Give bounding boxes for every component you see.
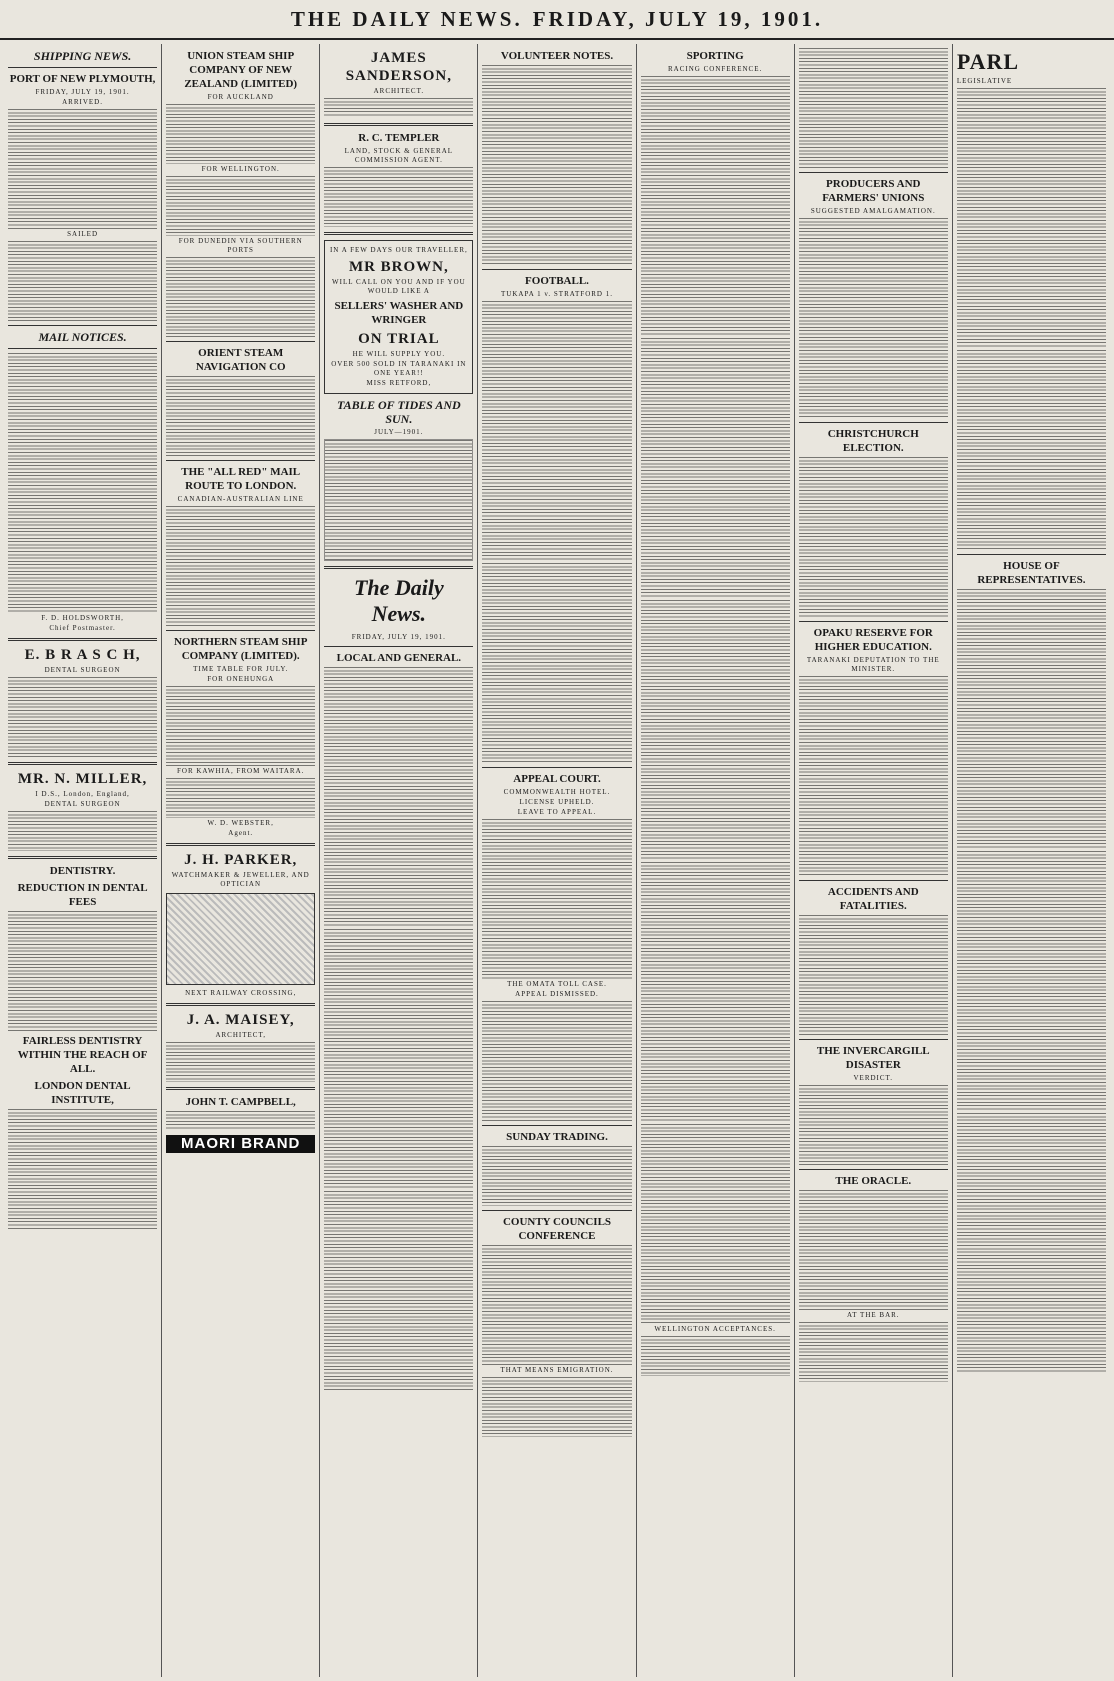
sporting-text-4 [641, 862, 790, 1122]
wellington-text [166, 176, 315, 236]
maisey-name: J. A. MAISEY, [186, 1012, 295, 1028]
canadian-heading: CANADIAN-AUSTRALIAN LINE [177, 495, 304, 503]
sanderson-text [324, 98, 473, 118]
producers-text [799, 218, 948, 418]
dunedin-heading: FOR DUNEDIN VIA SOUTHERN PORTS [178, 237, 303, 254]
traveller-line: IN A FEW DAYS OUR TRAVELLER, [329, 246, 468, 254]
masthead-date: FRIDAY, JULY 19, 1901. [532, 6, 824, 31]
election-heading: CHRISTCHURCH ELECTION. [827, 428, 919, 454]
orient-text [166, 376, 315, 456]
appeal-sub-1: COMMONWEALTH HOTEL. [503, 788, 611, 796]
brasch-text [8, 677, 157, 757]
column-3 [320, 44, 478, 1677]
retford-name: MISS RETFORD, [366, 379, 432, 387]
brasch-name: E. B R A S C H, [24, 647, 141, 663]
volunteer-heading: VOLUNTEER NOTES. [500, 50, 614, 62]
football-text-1 [482, 301, 631, 561]
allred-heading: THE "ALL RED" MAIL ROUTE TO LONDON. [181, 466, 301, 492]
sailed-heading: SAILED [67, 230, 99, 238]
opaku-sub: TARANAKI DEPUTATION TO THE MINISTER. [806, 656, 940, 673]
column-7 [953, 44, 1110, 1677]
invercargill-heading: THE INVERCARGILL DISASTER [816, 1045, 930, 1071]
on-trial: ON TRIAL [358, 331, 440, 347]
dunedin-text [166, 257, 315, 337]
column-4 [478, 44, 636, 1677]
reduction-heading: REDUCTION IN DENTAL FEES [17, 882, 148, 908]
column-5 [637, 44, 795, 1677]
volunteer-text [482, 65, 631, 265]
oracle-text [799, 1190, 948, 1310]
maisey-text [166, 1042, 315, 1082]
maori-brand-banner: MAORI BRAND [166, 1135, 315, 1153]
appeal-heading: APPEAL COURT. [513, 773, 601, 785]
columns [4, 44, 1110, 1677]
onehunga-heading: FOR ONEHUNGA [207, 675, 275, 683]
miller-name: MR. N. MILLER, [17, 771, 148, 787]
local-heading: LOCAL AND GENERAL. [336, 652, 462, 664]
football-sub: TUKAPA 1 v. STRATFORD 1. [501, 290, 613, 298]
local-text-1 [324, 667, 473, 927]
templer-text [324, 167, 473, 227]
logo-date: FRIDAY, JULY 19, 1901. [351, 633, 446, 641]
auckland-text [166, 104, 315, 164]
timetable-heading: TIME TABLE FOR JULY. [193, 665, 289, 673]
councils-heading: COUNTY COUNCILS CONFERENCE [502, 1216, 612, 1242]
mr-brown: MR BROWN, [348, 259, 449, 275]
emigration-text [482, 1377, 631, 1437]
painless-heading: FAIRLESS DENTISTRY WITHIN THE REACH OF ALL. [17, 1035, 148, 1075]
maisey-title: ARCHITECT, [215, 1031, 266, 1039]
miller-title: DENTAL SURGEON [44, 800, 121, 808]
allred-text [166, 506, 315, 626]
mail-text [8, 353, 157, 613]
council-text-1 [957, 88, 1106, 348]
bar-text [799, 1322, 948, 1382]
opaku-text [799, 676, 948, 876]
football-text-2 [482, 563, 631, 763]
sunday-text [482, 1146, 631, 1206]
masthead-title: THE DAILY NEWS. [290, 6, 523, 31]
acceptances-text [641, 1336, 790, 1376]
sporting-text-3 [641, 600, 790, 860]
column-1 [4, 44, 162, 1677]
omata-text [482, 1001, 631, 1121]
postmaster-name: F. D. HOLDSWORTH, [41, 614, 124, 622]
sporting-sub: RACING CONFERENCE. [668, 65, 763, 73]
institute-heading: LONDON DENTAL INSTITUTE, [34, 1080, 131, 1106]
invercargill-sub: VERDICT. [853, 1074, 894, 1082]
institute-text [8, 1109, 157, 1229]
brasch-title: DENTAL SURGEON [44, 666, 121, 674]
sporting-text-5 [641, 1124, 790, 1324]
sporting-heading: SPORTING [686, 50, 744, 62]
sold-line: OVER 500 SOLD IN TARANAKI IN ONE YEAR!! [331, 360, 467, 377]
house-text-3 [957, 1113, 1106, 1373]
appeal-sub-2: LICENSE UPHELD. [519, 798, 595, 806]
campbell-name: JOHN T. CAMPBELL, [185, 1096, 296, 1108]
parker-shop-illustration [166, 893, 315, 985]
union-heading: UNION STEAM SHIP COMPANY OF NEW ZEALAND (LIMITED) [184, 50, 298, 90]
webster-name: W. D. WEBSTER, [207, 819, 274, 827]
washer-title: SELLERS' WASHER AND WRINGER [334, 300, 464, 326]
sporting-text-2 [641, 338, 790, 598]
local-text-2 [324, 929, 473, 1189]
oracle-heading: THE ORACLE. [835, 1175, 912, 1187]
producers-heading: PRODUCERS AND FARMERS' UNIONS [822, 178, 925, 204]
sailed-text [8, 241, 157, 321]
kawhia-heading: FOR KAWHIA, FROM WAITARA. [177, 767, 305, 775]
dentistry-heading: DENTISTRY. [49, 865, 116, 877]
emigration-heading: THAT MEANS EMIGRATION. [500, 1366, 614, 1374]
omata-sub: APPEAL DISMISSED. [515, 990, 599, 998]
brown-sub: WILL CALL ON YOU AND IF YOU WOULD LIKE A [332, 278, 466, 295]
miller-text [8, 811, 157, 851]
local-text-3 [324, 1191, 473, 1391]
accidents-text [799, 915, 948, 1035]
omata-heading: THE OMATA TOLL CASE. [507, 980, 607, 988]
column-6 [795, 44, 953, 1677]
auckland-heading: FOR AUCKLAND [207, 93, 274, 101]
parliament-heading: PARL [956, 49, 1020, 74]
invercargill-text [799, 1085, 948, 1165]
kawhia-text [166, 778, 315, 818]
football-heading: FOOTBALL. [525, 275, 589, 287]
council-text-2 [957, 350, 1106, 550]
templer-title: LAND, STOCK & GENERAL COMMISSION AGENT. [344, 147, 454, 164]
masthead [0, 0, 1114, 40]
accidents-heading: ACCIDENTS AND FATALITIES. [827, 886, 919, 912]
parker-crossing: NEXT RAILWAY CROSSING, [185, 989, 297, 997]
election-text [799, 457, 948, 617]
racing-continued [799, 48, 948, 168]
arrived-text [8, 109, 157, 229]
campbell-text [166, 1111, 315, 1131]
templer-name: R. C. TEMPLER [358, 132, 440, 144]
acceptances-heading: WELLINGTON ACCEPTANCES. [654, 1325, 776, 1333]
tides-month: JULY—1901. [374, 428, 424, 436]
miller-sub: I D.S., London, England, [35, 790, 130, 798]
sporting-text-1 [641, 76, 790, 336]
parker-sub: WATCHMAKER & JEWELLER, AND OPTICIAN [171, 871, 310, 888]
bar-heading: AT THE BAR. [846, 1311, 900, 1319]
legislative-heading: LEGISLATIVE [956, 77, 1013, 85]
appeal-sub-3: LEAVE TO APPEAL. [517, 808, 597, 816]
house-heading: HOUSE OF REPRESENTATIVES. [977, 560, 1086, 586]
port-heading: PORT OF NEW PLYMOUTH, [9, 73, 156, 85]
tides-heading: TABLE OF TIDES AND SUN. [337, 398, 461, 426]
mail-heading: MAIL NOTICES. [38, 330, 127, 344]
arrived-heading: ARRIVED. [62, 98, 103, 106]
appeal-text [482, 819, 631, 979]
onehunga-text [166, 686, 315, 766]
sunday-heading: SUNDAY TRADING. [506, 1131, 608, 1143]
sanderson-name: JAMES SANDERSON, [345, 50, 452, 84]
parker-name: J. H. PARKER, [184, 852, 298, 868]
northern-heading: NORTHERN STEAM SHIP COMPANY (LIMITED). [173, 636, 308, 662]
producers-sub: SUGGESTED AMALGAMATION. [810, 207, 936, 215]
orient-heading: ORIENT STEAM NAVIGATION CO [195, 347, 286, 373]
shipping-heading: SHIPPING NEWS. [33, 49, 132, 63]
councils-text [482, 1245, 631, 1365]
sanderson-title: ARCHITECT. [373, 87, 425, 95]
trial-sub: HE WILL SUPPLY YOU. [352, 350, 446, 358]
tides-table [324, 439, 473, 561]
wellington-heading: FOR WELLINGTON. [201, 165, 280, 173]
port-date: FRIDAY, JULY 19, 1901. [35, 88, 130, 96]
webster-title: Agent. [228, 829, 254, 837]
reduction-text [8, 911, 157, 1031]
sellers-washer-advert [324, 240, 473, 394]
opaku-heading: OPAKU RESERVE FOR HIGHER EDUCATION. [813, 627, 933, 653]
postmaster-title: Chief Postmaster. [49, 624, 116, 632]
house-text-1 [957, 589, 1106, 849]
daily-news-logo: The Daily News. [353, 575, 444, 626]
house-text-2 [957, 851, 1106, 1111]
column-2 [162, 44, 320, 1677]
